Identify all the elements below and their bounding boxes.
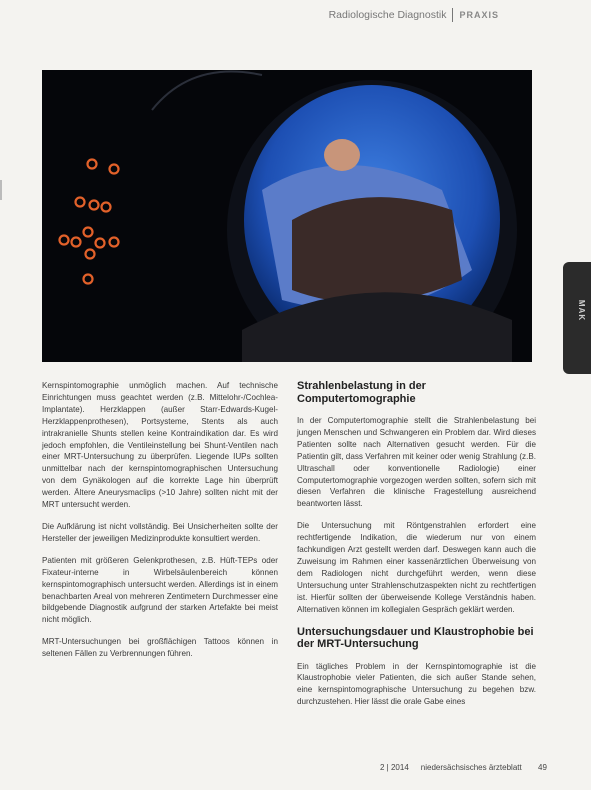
right-column [297, 380, 536, 718]
paragraph: Patienten mit größeren Gelenkprothesen, z.B. Hüft-TEPs oder Fixateur-interne in Wirbelsäulenbereich können kernspintomographisch untersucht werden. Allerdings ist in einem benachbarten Areal von mehreren Zentimetern Durchmesser eine bildgebende Diagnostik aufgrund der starken Artefakte bei meist nicht möglich. [42, 555, 278, 625]
running-header [329, 8, 499, 22]
paragraph: In der Computertomographie stellt die Strahlenbelastung bei jungen Menschen und Schwangeren ein Problem dar. Wird dieses Patienten sollte nach Alternativen gesucht werden. Für die Patientin gilt, dass Verfahren mit keiner oder wenig Strahlung (z.B. Ultraschall oder konventionelle Radiologie) einer Computertomographie vorgezogen werden sollten, sofern sich mit diesen Verfahren die klinische Fragestellung ausreichend beantworten lässt. [297, 416, 536, 509]
header-topic: Radiologische Diagnostik [328, 9, 447, 21]
section-heading: Strahlenbelastung in der Computertomographie [297, 380, 426, 405]
mri-photo [42, 70, 532, 362]
section-heading: Untersuchungsdauer und Klaustrophobie bei der MRT-Untersuchung [297, 625, 534, 650]
mri-photo-illustration [42, 70, 532, 362]
page-number: 49 [538, 763, 547, 772]
paragraph: Die Aufklärung ist nicht vollständig. Bei Unsicherheiten sollte der Hersteller der jeweiligen Medizinprodukte konsultiert werden. [42, 521, 278, 543]
margin-mark [0, 180, 2, 200]
side-tab-label: MAK [577, 299, 587, 322]
left-column [42, 380, 278, 670]
paragraph: MRT-Untersuchungen bei großflächigen Tattoos können in seltenen Fällen zu Verbrennungen führen. [42, 637, 278, 659]
header-section: PRAXIS [459, 10, 499, 20]
page-footer [380, 763, 547, 772]
footer-issue: 2 | 2014 [380, 763, 409, 772]
header-divider [452, 8, 453, 22]
paragraph: Die Untersuchung mit Röntgenstrahlen erfordert eine rechtfertigende Indikation, die wiederum nur von einem fachkundigen Arzt gestellt werden darf. Deswegen kann auch die Zuweisung im Rahmen einer kassenärztlichen Überweisung von dem Radiologen nicht durchgeführt werden, wenn diese Untersuchung unter Strahlenschutzaspekten nicht zu rechtfertigen ist. Hierfür sollten der überweisende Kollege Verständnis haben. Alternativen können im kollegialen Gespräch geklärt werden. [297, 521, 536, 614]
paragraph: Kernspintomographie unmöglich machen. Auf technische Einrichtungen muss geachtet werden (z.B. Mittelohr-/Cochlea-Implantate). Herzklappen (außer Starr-Edwards-Kugel-Herzklappenprothesen), Portsysteme, Stents als auch intrakranielle Shunts stellen keine Kontraindikation dar. Es wird jedoch empfohlen, die Ventileinstellung bei Shunt-Ventilen nach einer MRT-Untersuchung zu überprüfen. Liegende IUPs sollten unmittelbar nach der kernspintomographischen Untersuchung von dem Gynäkologen auf die korrekte Lage hin überprüft werden. Ältere Aneurysmaclips (>10 Jahre) sollten nicht mit der MRT untersucht werden. [42, 381, 278, 510]
paragraph: Ein tägliches Problem in der Kernspintomographie ist die Klaustrophobie vieler Patienten, die sich außer Stande sehen, eine kernspintomographische Untersuchung zu begehen bzw. durchzustehen. Hier lässt die orale Gabe eines [297, 661, 536, 707]
footer-journal: niedersächsisches ärzteblatt [420, 763, 522, 772]
side-tab [563, 262, 591, 374]
